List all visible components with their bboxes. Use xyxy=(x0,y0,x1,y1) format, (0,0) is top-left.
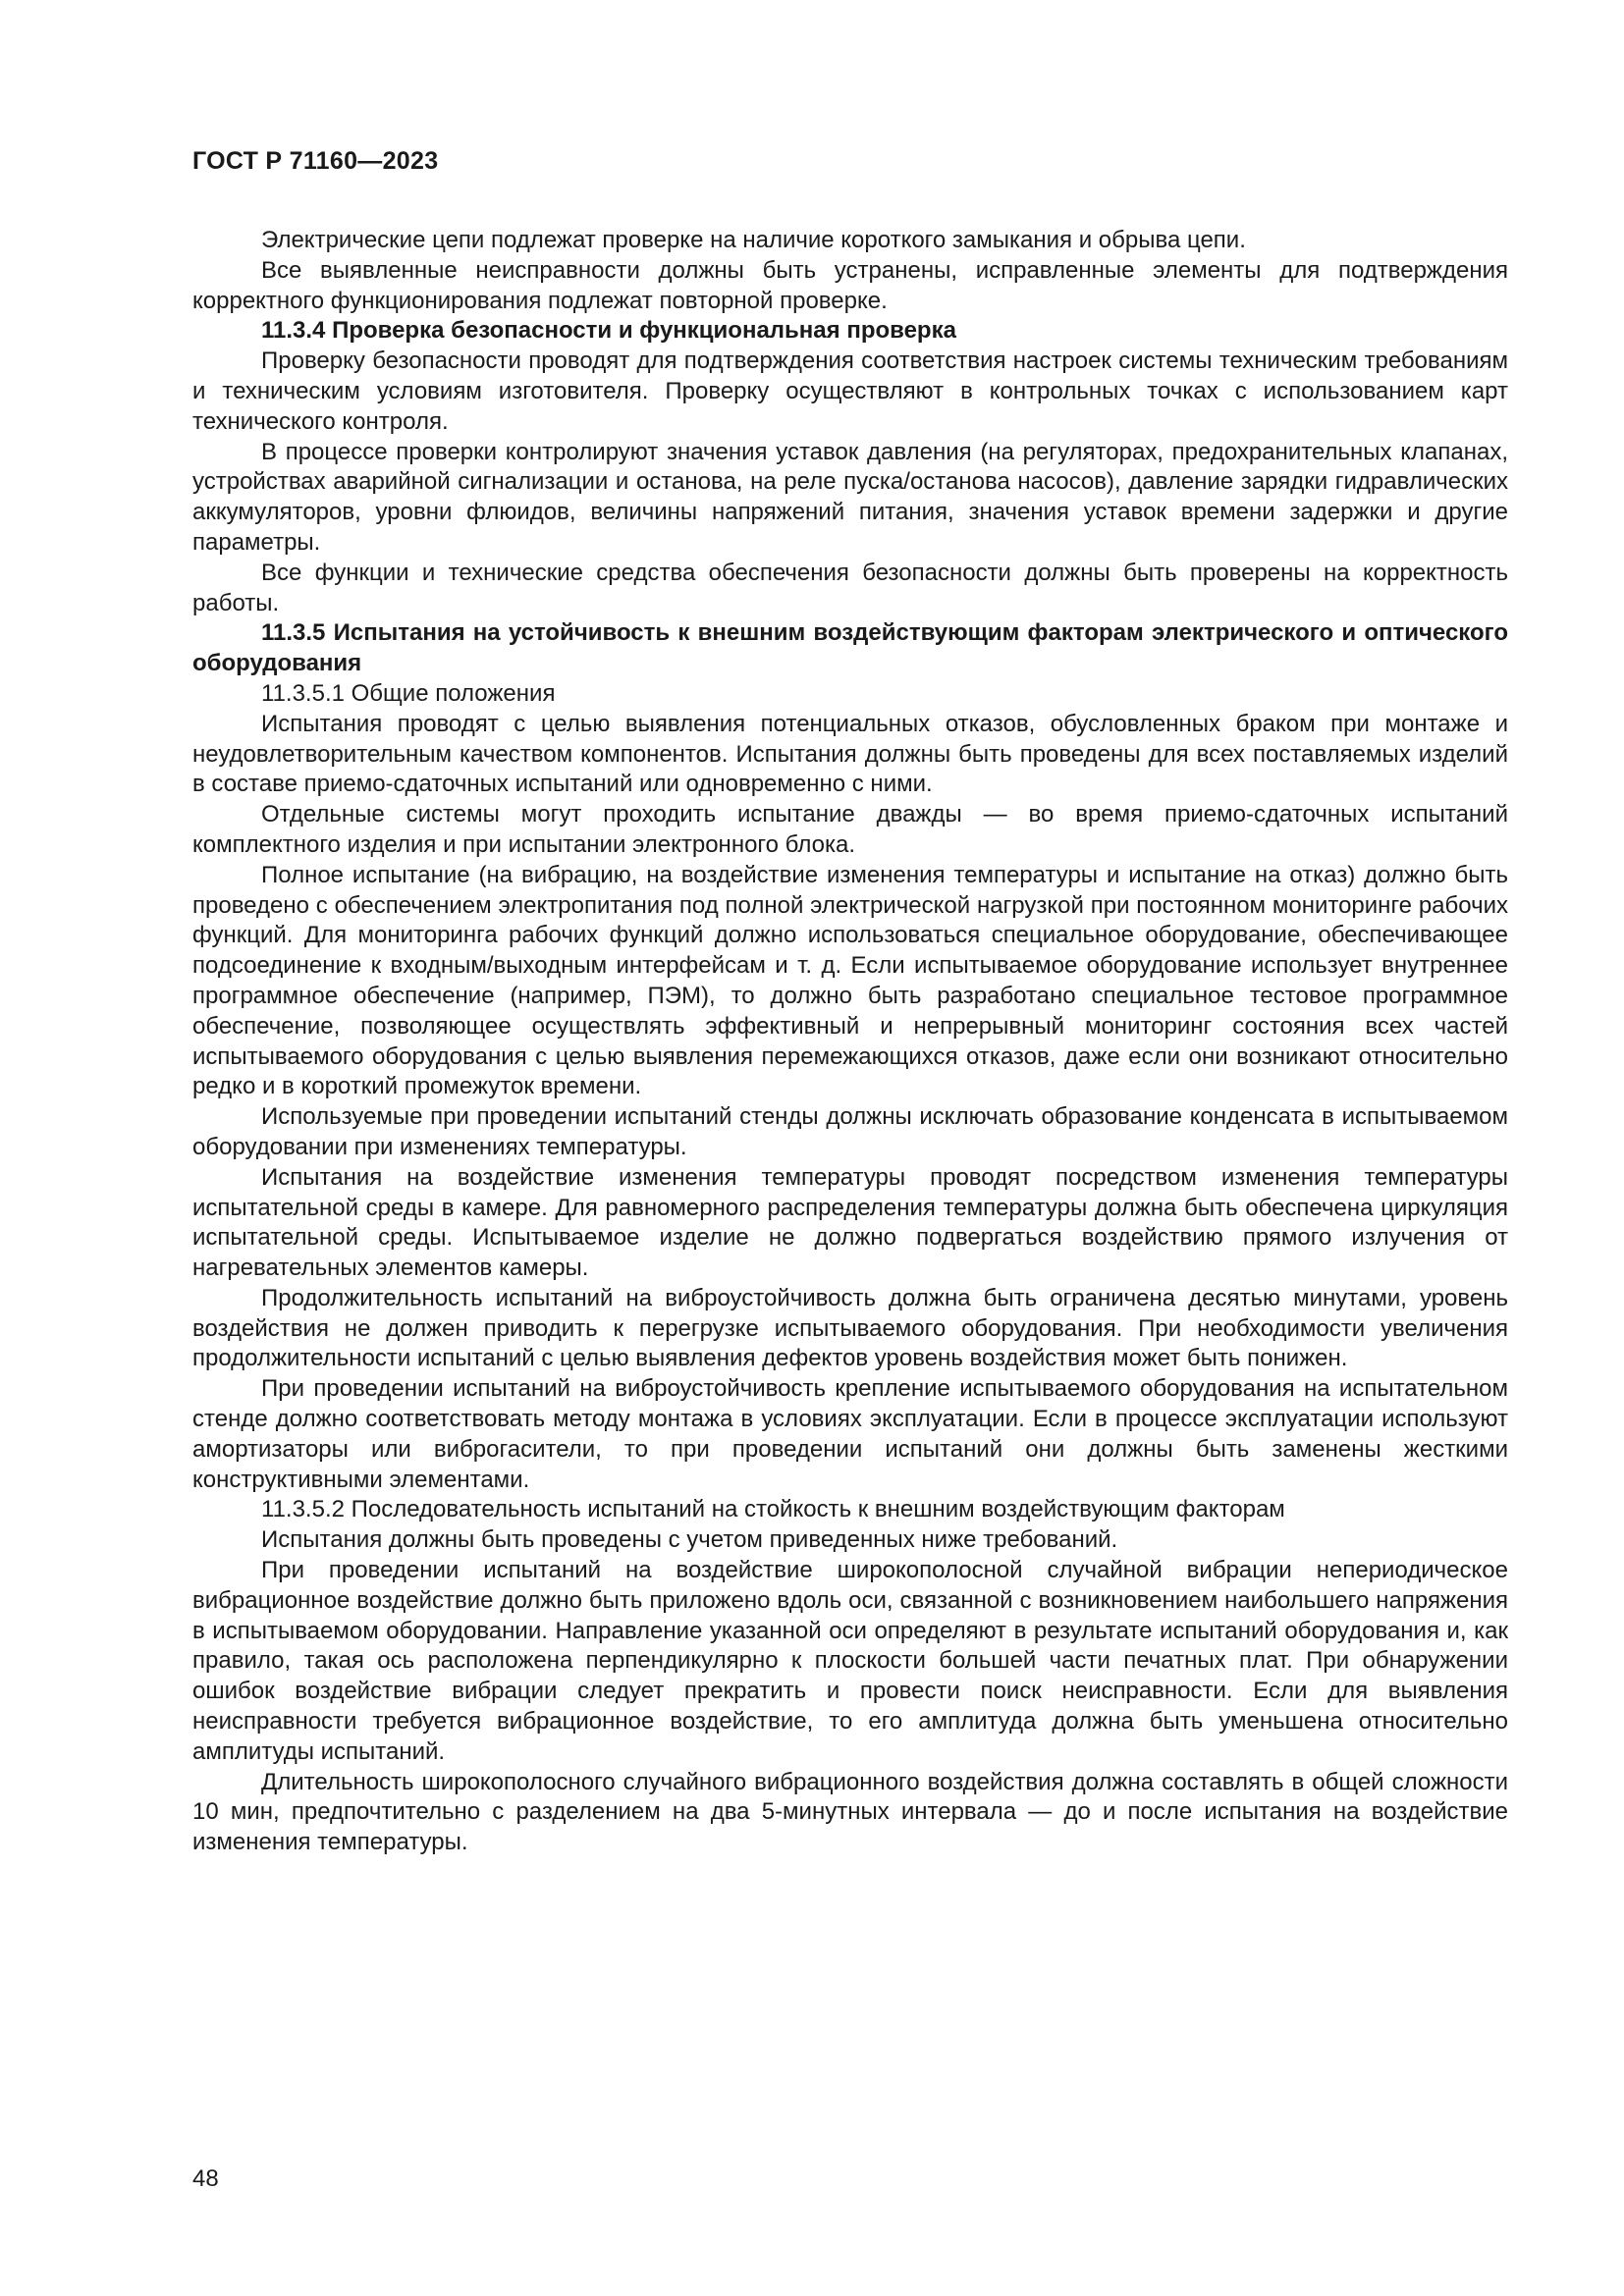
paragraph: При проведении испытаний на виброустойчивость крепление испытываемого оборудования на испытательном стенде должно соответствовать методу монтажа в условиях эксплуатации. Если в процессе эксплуатации используют амортизаторы или виброгасители, то при проведении испытаний они должны быть заменены жесткими конструктивными элементами. xyxy=(192,1375,1508,1493)
section-heading: 11.3.5 Испытания на устойчивость к внешним воздействующим факторам электрического и оптического оборудования xyxy=(192,619,1508,677)
document-body xyxy=(192,226,1508,1858)
paragraph: Испытания на воздействие изменения температуры проводят посредством изменения температуры испытательной среды в камере. Для равномерного распределения температуры должна быть обеспечена циркуляция испытательной среды. Испытываемое изделие не должно подвергаться воздействию прямого излучения от нагревательных элементов камеры. xyxy=(192,1163,1508,1282)
paragraph: Проверку безопасности проводят для подтверждения соответствия настроек системы техническим требованиям и техническим условиям изготовителя. Проверку осуществляют в контрольных точках с использованием карт технического контроля. xyxy=(192,347,1508,435)
paragraph: Испытания проводят с целью выявления потенциальных отказов, обусловленных браком при монтаже и неудовлетворительным качеством компонентов. Испытания должны быть проведены для всех поставляемых изделий в составе приемо-сдаточных испытаний или одновременно с ними. xyxy=(192,710,1508,798)
subsection-title: 11.3.5.1 Общие положения xyxy=(261,679,556,707)
paragraph: Продолжительность испытаний на виброустойчивость должна быть ограничена десятью минутами, уровень воздействия не должен приводить к перегрузке испытываемого оборудования. При необходимости увеличения продолжительности испытаний с целью выявления дефектов уровень воздействия может быть понижен. xyxy=(192,1284,1508,1372)
paragraph: Используемые при проведении испытаний стенды должны исключать образование конденсата в испытываемом оборудовании при изменениях температуры. xyxy=(192,1103,1508,1160)
standard-id: ГОСТ Р 71160—2023 xyxy=(192,147,439,175)
page-number: 48 xyxy=(192,2165,219,2192)
document-header xyxy=(192,147,438,176)
paragraph: Все выявленные неисправности должны быть устранены, исправленные элементы для подтверждения корректного функционирования подлежат повторной проверке. xyxy=(192,256,1508,314)
subsection-title: 11.3.5.2 Последовательность испытаний на стойкость к внешним воздействующим факторам xyxy=(261,1496,1285,1523)
section-heading: 11.3.4 Проверка безопасности и функциональная проверка xyxy=(261,317,956,345)
paragraph: Электрические цепи подлежат проверке на наличие короткого замыкания и обрыва цепи. xyxy=(261,227,1246,253)
paragraph: Испытания должны быть проведены с учетом приведенных ниже требований. xyxy=(261,1526,1118,1554)
paragraph: Все функции и технические средства обеспечения безопасности должны быть проверены на корректность работы. xyxy=(192,559,1508,616)
paragraph: При проведении испытаний на воздействие широкополосной случайной вибрации непериодическое вибрационное воздействие должно быть приложено вдоль оси, связанной с возникновением наибольшего напряжения в испытываемом оборудовании. Направление указанной оси определяют в результате испытаний оборудования и, как правило, такая ось расположена перпендикулярно к плоскости большей части печатных плат. При обнаружении ошибок воздействие вибрации следует прекратить и провести поиск неисправности. Если для выявления неисправности требуется вибрационное воздействие, то его амплитуда должна быть уменьшена относительно амплитуды испытаний. xyxy=(192,1557,1508,1765)
paragraph: Полное испытание (на вибрацию, на воздействие изменения температуры и испытание на отказ) должно быть проведено с обеспечением электропитания под полной электрической нагрузкой при постоянном мониторинге рабочих функций. Для мониторинга рабочих функций должно использоваться специальное оборудование, обеспечивающее подсоединение к входным/выходным интерфейсам и т. д. Если испытываемое оборудование использует внутреннее программное обеспечение (например, ПЭМ), то должно быть разработано специальное тестовое программное обеспечение, позволяющее осуществлять эффективный и непрерывный мониторинг состояния всех частей испытываемого оборудования с целью выявления перемежающихся отказов, даже если они возникают относительно редко и в короткий промежуток времени. xyxy=(192,861,1508,1100)
paragraph: Отдельные системы могут проходить испытание дважды — во время приемо-сдаточных испытаний комплектного изделия и при испытании электронного блока. xyxy=(192,801,1508,858)
paragraph: В процессе проверки контролируют значения уставок давления (на регуляторах, предохранительных клапанах, устройствах аварийной сигнализации и останова, на реле пуска/останова насосов), давление зарядки гидравлических аккумуляторов, уровни флюидов, величины напряжений питания, значения уставок времени задержки и другие параметры. xyxy=(192,438,1508,556)
paragraph: Длительность широкополосного случайного вибрационного воздействия должна составлять в общей сложности 10 мин, предпочтительно с разделением на два 5-минутных интервала — до и после испытания на воздействие изменения температуры. xyxy=(192,1768,1508,1856)
